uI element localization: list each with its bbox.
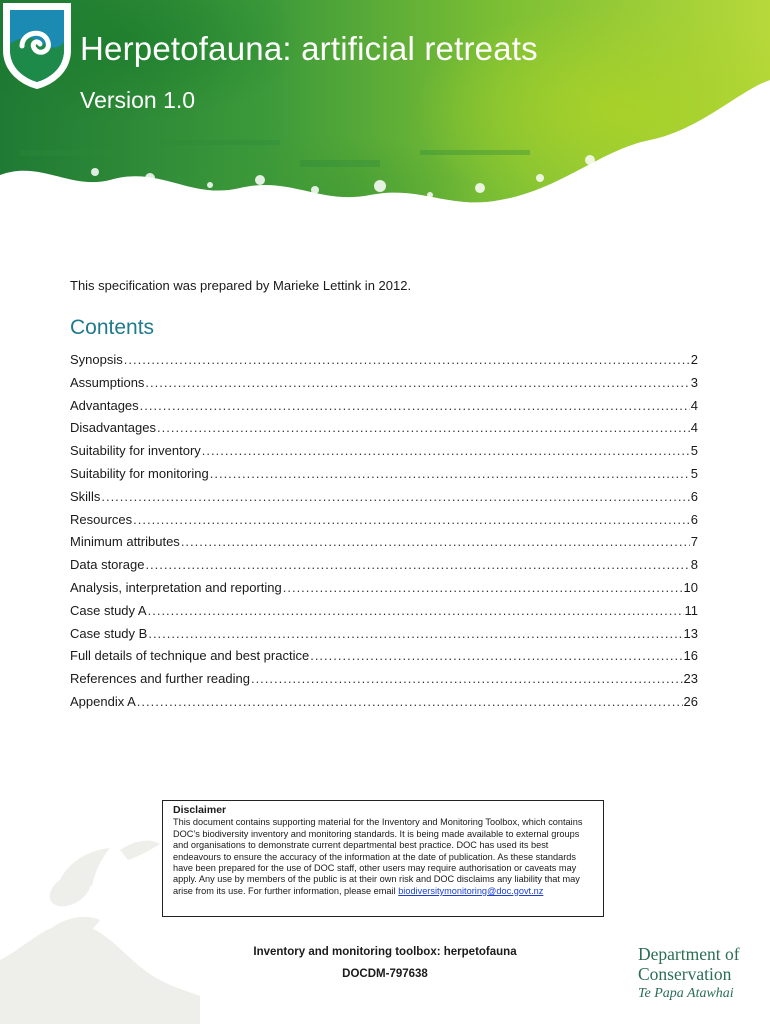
- toc-entry-page: 4: [690, 420, 698, 436]
- toc-entry-label: References and further reading: [70, 671, 250, 687]
- doc-wordmark-logo: [638, 944, 740, 1002]
- toc-dot-leader: [124, 352, 690, 367]
- toc-entry-label: Minimum attributes: [70, 534, 180, 550]
- toc-entry[interactable]: [70, 512, 698, 535]
- toc-entry[interactable]: [70, 398, 698, 421]
- toc-entry-page: 10: [683, 579, 698, 595]
- toc-entry-label: Full details of technique and best practice: [70, 648, 310, 664]
- toc-entry-label: Suitability for inventory: [70, 443, 201, 459]
- prepared-by-text: This specification was prepared by Marieke Lettink in 2012.: [70, 278, 412, 293]
- disclaimer-box: [162, 800, 604, 917]
- toc-entry-label: Resources: [70, 511, 133, 527]
- header-banner: [0, 0, 770, 250]
- toc-dot-leader: [148, 603, 684, 618]
- toc-entry-page: 3: [690, 374, 698, 390]
- toc-entry-page: 4: [690, 397, 698, 413]
- toc-entry[interactable]: [70, 671, 698, 694]
- toc-entry[interactable]: [70, 443, 698, 466]
- toc-entry-label: Assumptions: [70, 374, 145, 390]
- toc-entry-label: Disadvantages: [70, 420, 156, 436]
- toc-dot-leader: [101, 489, 689, 504]
- toc-entry[interactable]: [70, 626, 698, 649]
- toc-entry-label: Case study B: [70, 625, 148, 641]
- toc-entry-page: 5: [690, 443, 698, 459]
- doc-logo-line3: Te Papa Atawhai: [638, 986, 734, 1001]
- toc-entry-label: Analysis, interpretation and reporting: [70, 579, 282, 595]
- toc-dot-leader: [145, 375, 689, 390]
- toc-entry-label: Data storage: [70, 557, 145, 573]
- doc-shield-logo-icon: [0, 0, 74, 90]
- toc-entry[interactable]: [70, 466, 698, 489]
- table-of-contents: [70, 352, 698, 717]
- toc-dot-leader: [283, 580, 683, 595]
- toc-entry-label: Synopsis: [70, 352, 123, 367]
- toc-entry[interactable]: [70, 603, 698, 626]
- toc-entry-page: 6: [690, 511, 698, 527]
- toc-entry-page: 13: [683, 625, 698, 641]
- toc-entry-page: 5: [690, 465, 698, 481]
- toc-entry-label: Appendix A: [70, 693, 136, 709]
- toc-dot-leader: [148, 626, 682, 641]
- toc-dot-leader: [310, 648, 682, 663]
- contents-heading: Contents: [70, 316, 155, 339]
- toc-entry[interactable]: [70, 648, 698, 671]
- toc-dot-leader: [137, 694, 683, 709]
- toc-dot-leader: [210, 466, 690, 481]
- toc-entry[interactable]: [70, 489, 698, 512]
- toc-entry-page: 7: [690, 534, 698, 550]
- toc-entry-page: 11: [684, 602, 698, 618]
- disclaimer-body: This document contains supporting material for the Inventory and Monitoring Toolbox, which contains DOC’s biodiversity inventory and monitoring standards. It is being made available to external groups and organisations to demonstrate current departmental best practice. DOC has used its best endeavours to ensure the accuracy of the information at the date of publication. As these standards have been prepared for the use of DOC staff, other users may require authorisation or caveats may apply. Any use by members of the public is at their own risk and DOC disclaims any liability that may arise from its use. For further information, please email: [173, 817, 583, 896]
- version-label: Version 1.0: [80, 87, 196, 113]
- toc-dot-leader: [140, 398, 690, 413]
- toc-entry-label: Suitability for monitoring: [70, 465, 209, 481]
- toc-entry-page: 26: [683, 693, 698, 709]
- disclaimer-title: Disclaimer: [173, 804, 227, 816]
- toc-entry-page: 8: [690, 557, 698, 573]
- toc-entry[interactable]: [70, 580, 698, 603]
- toc-entry-page: 16: [683, 648, 698, 664]
- doc-logo-line2: Conservation: [638, 964, 732, 984]
- toc-entry[interactable]: [70, 694, 698, 717]
- toc-dot-leader: [202, 443, 690, 458]
- disclaimer-email-link[interactable]: biodiversitymonitoring@doc.govt.nz: [398, 885, 544, 896]
- toc-entry[interactable]: [70, 534, 698, 557]
- footer-toolbox-title: Inventory and monitoring toolbox: herpetofauna: [253, 946, 517, 958]
- toc-entry-page: 6: [690, 488, 698, 504]
- toc-entry-page: 2: [690, 352, 698, 367]
- document-title: Herpetofauna: artificial retreats: [80, 30, 538, 67]
- toc-entry-label: Skills: [70, 488, 101, 504]
- toc-entry[interactable]: [70, 557, 698, 580]
- toc-entry-label: Advantages: [70, 397, 139, 413]
- toc-dot-leader: [157, 420, 690, 435]
- footer-doc-id: DOCDM-797638: [342, 968, 428, 980]
- doc-logo-line1: Department of: [638, 944, 740, 964]
- toc-entry-label: Case study A: [70, 602, 147, 618]
- toc-dot-leader: [133, 512, 690, 527]
- toc-dot-leader: [181, 534, 690, 549]
- toc-entry-page: 23: [683, 671, 698, 687]
- toc-dot-leader: [251, 671, 683, 686]
- toc-entry[interactable]: [70, 375, 698, 398]
- toc-entry[interactable]: [70, 352, 698, 375]
- toc-entry[interactable]: [70, 420, 698, 443]
- toc-dot-leader: [145, 557, 689, 572]
